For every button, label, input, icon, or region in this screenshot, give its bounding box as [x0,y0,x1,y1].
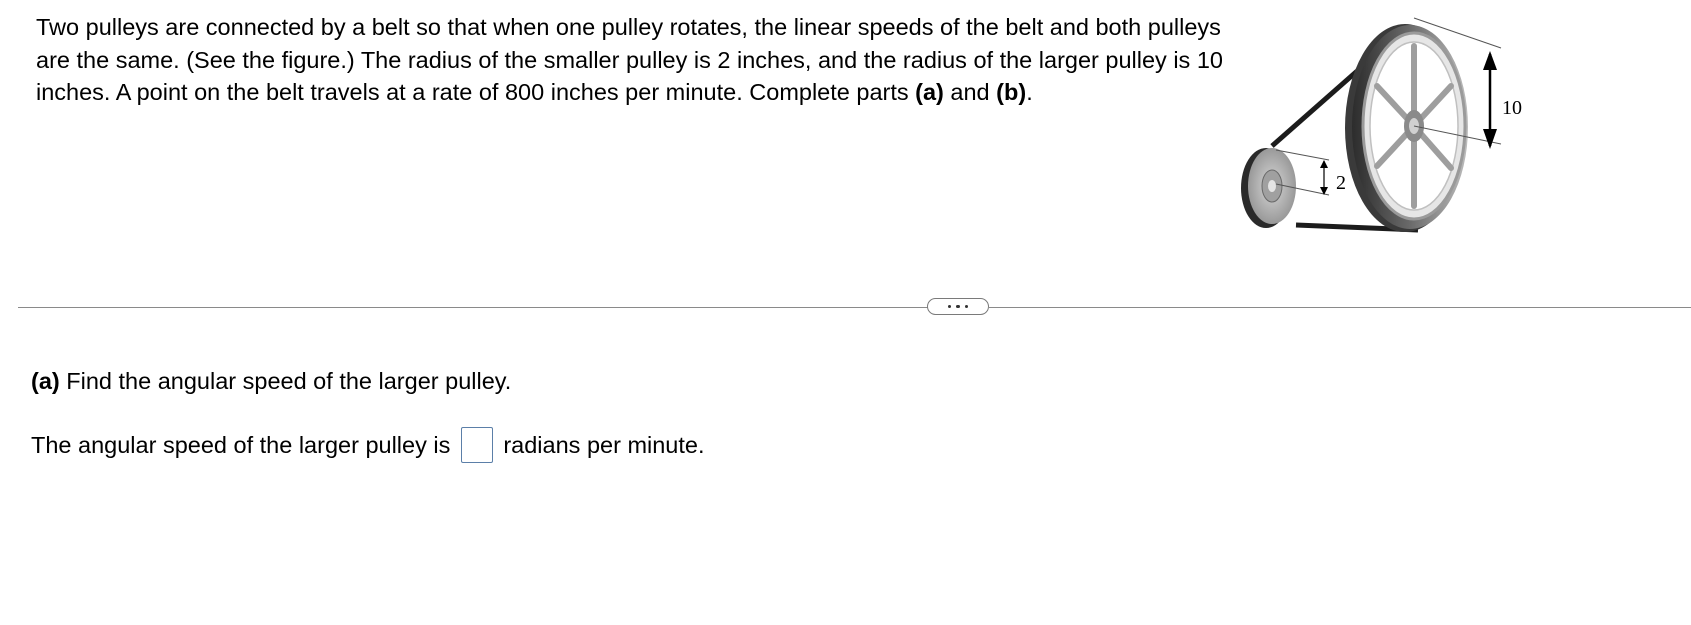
large-pulley [1345,24,1468,232]
problem-intro-text: Two pulleys are connected by a belt so that when one pulley rotates, the linear speeds of the belt and both pulleys are the same. (See the figure.) The radius of the smaller pulley is 2 inches, and the radius of the larger pulley is 10 inches. A point on the belt travels at a rate of 800 inches per minute. Complete parts [36,14,1223,105]
part-a-answer-line [31,427,705,463]
part-a-marker: (a) [31,368,60,394]
answer-suffix-text: radians per minute. [503,432,705,458]
small-radius-label: 2 [1336,172,1346,194]
large-radius-label: 10 [1502,97,1522,119]
part-a-reference: (a) [915,79,944,105]
expand-more-button[interactable] [927,298,989,315]
section-divider-left [18,307,928,308]
ellipsis-dot-icon [965,305,969,309]
section-divider-right [988,307,1691,308]
pulley-diagram [1236,8,1666,248]
problem-statement [36,11,1236,109]
end-period: . [1026,79,1033,105]
answer-prefix-text: The angular speed of the larger pulley is [31,432,451,458]
and-text: and [943,79,997,105]
ellipsis-dot-icon [956,305,960,309]
part-a-question-text: Find the angular speed of the larger pulley. [59,368,512,394]
ellipsis-dot-icon [948,305,952,309]
pulley-figure [1236,8,1666,248]
part-b-reference: (b) [996,79,1027,105]
part-a-question [31,365,511,397]
angular-speed-answer-input[interactable] [461,427,493,463]
small-pulley [1241,148,1296,228]
